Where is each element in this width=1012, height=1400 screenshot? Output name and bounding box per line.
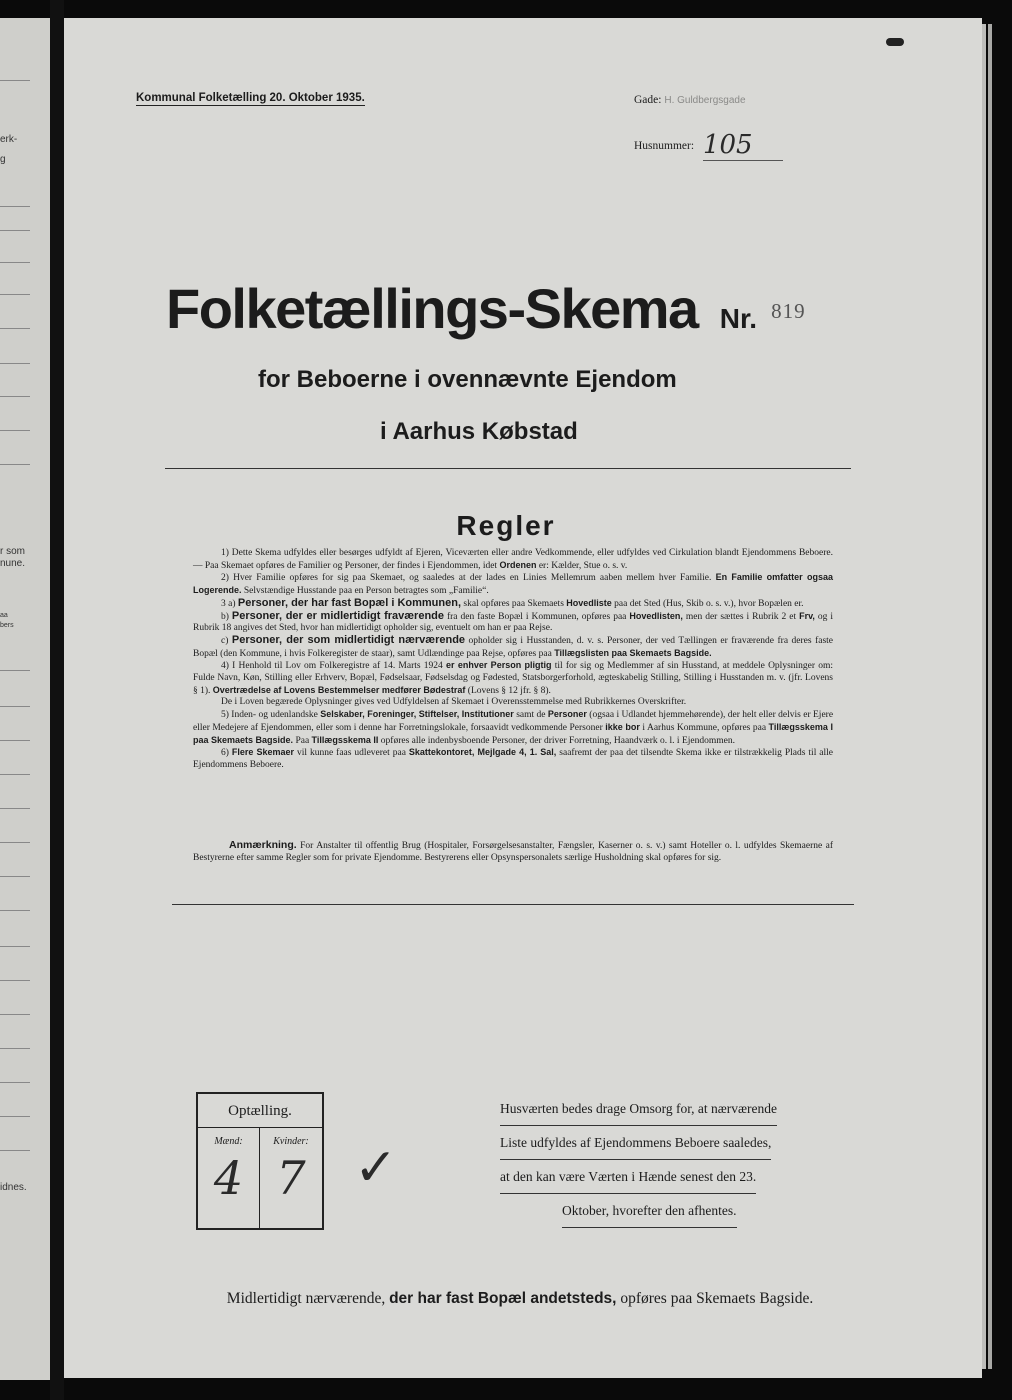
rule-6: 6) Flere Skemaer vil kunne faas udleveret paa Skattekontoret, Mejlgade 4, 1. Sal, saafremt der paa det tilsendte Skema ikke er tilstrækkelig Plads til alle Ejendommens Beboere. [193,747,834,770]
footer-note: Midlertidigt nærværende, der har fast Bopæl andetsteds, opføres paa Skemaets Bagside. [226,1290,814,1307]
rule-1: 1) Dette Skema udfyldes eller besørges udfyldt af Ejeren, Viceværten eller andre Vedkommende, eller udfyldes ved Cirkulation blandt Ejendommens Beboere. — Paa Skemaet opføres de Familier og Personer, der findes i Ejendommen, idet Ordenen er: Kælder, Stue o. s. v. [193,548,833,571]
prev-page-fragment: g [0,154,6,165]
check-mark: ✓ [354,1138,398,1198]
men-count: 4 [213,1151,244,1205]
house-number-row [634,126,783,160]
page-edge [982,24,986,1369]
rules-heading: Regler [456,510,556,541]
street-stamp: H. Guldbergsgade [664,95,746,106]
street-row [634,94,746,106]
notice-line: Liste udfyldes af Ejendommens Beboere saaledes, [500,1126,771,1160]
page-edge [988,24,992,1369]
divider [172,904,854,905]
remark-text: For Anstalter til offentlig Brug (Hospitaler, Forsørgelsesanstalter, Fængsler, Kaserner o. s. v.) samt Hoteller o. l. udfyldes Skemaerne af Bestyrerne efter samme Regler som for private Ejendomme. Bestyrerens eller Opsynspersonalets særlige Husholdning skal opføres for sig. [193,841,834,863]
prev-page-fragment: bers [0,622,14,629]
rule-3c: c) Personer, der som midlertidigt nærværende opholder sig i Husstanden, d. v. s. Personer, der ved Tællingen er fraværende fra deres faste Bopæl (den Kommune, i hvis Folkeregister de staar), samt Udlændinge paa Rejse, opføres paa Tillægslisten paa Skemaets Bagside. [193,633,834,659]
rules-text [193,548,833,772]
remark [193,840,833,864]
form-number-label: Nr. [719,303,758,334]
notice-line: Oktober, hvorefter den afhentes. [562,1194,737,1228]
rule-3a: 3 a) Personer, der har fast Bopæl i Kommunen, skal opføres paa Skemaets Hovedliste paa det Sted (Hus, Skib o. s. v.), hvor Bopælen er. [221,596,804,609]
rule-3b: b) Personer, der er midlertidigt fraværende fra den faste Bopæl i Kommunen, opføres paa Hovedlisten, men der sættes i Rubrik 2 et Frv, og i Rubrik 18 angives det Sted, hvor han midlertidigt opholder sig, eventuelt om han er paa Rejse. [193,609,834,634]
rule-4: 4) I Henhold til Lov om Folkeregistre af 14. Marts 1924 er enhver Person pligtig til for sig og Medlemmer af sin Husstand, at meddele Oplysninger om: Fulde Navn, Køn, Stilling eller Erhverv, Bopæl, Fødselsaar, Fødselsdag og Fødested, Statsborgerforhold, ægteskabelig Stilling, Stilling i Husstanden m. v. (jfr. Lovens § 1). Overtrædelse af Lovens Bestemmelser medfører Bødestraf (Lovens § 12 jfr. § 8). [193,660,834,696]
prev-page-fragment: nune. [0,558,26,569]
prev-page-fragment: idnes. [0,1182,27,1193]
women-label: Kvinder: [273,1136,309,1147]
subtitle-line-2: i Aarhus Købstad [380,418,578,445]
prev-page-fragment: aa [0,612,8,619]
notice-line: Husværten bedes drage Omsorg for, at nærværende [500,1092,777,1126]
street-label: Gade: [634,94,662,106]
rule-2: 2) Hver Familie opføres for sig paa Skemaet, og saaledes at der lades en Linies Mellemrum aaben mellem hver Familie. En Familie omfatter ogsaa Logerende. Selvstændige Husstande paa en Person betragtes som „Familie“. [193,572,834,597]
landlord-notice [500,1092,832,1228]
ink-spot [886,38,904,46]
book-gutter [50,0,64,1400]
women-column [260,1128,322,1228]
women-count: 7 [276,1151,306,1205]
previous-page-edge [0,18,50,1380]
notice-line: at den kan være Værten i Hænde senest den 23. [500,1160,756,1194]
form-number-stamp: 819 [771,299,806,323]
form-title-text: Folketællings-Skema [166,277,698,340]
subtitle-line-1: for Beboerne i ovennævnte Ejendom [258,366,677,393]
divider [165,468,851,469]
rule-5: 5) Inden- og udenlandske Selskaber, Foreninger, Stiftelser, Institutioner samt de Personer (ogsaa i Udlandet hjemmehørende), der helt eller delvis er Ejere eller Medejere af Ejendommen, eller som i denne har Forretningslokale, forsaavidt vedkommende Personer ikke bor i Aarhus Kommune, opføres paa Tillægsskema I paa Skemaets Bagside. Paa Tillægsskema II opføres alle indenbysboende Personer, der driver Forretning, Haandværk o. l. i Ejendommen. [193,709,834,746]
rule-4-note: De i Loven begærede Oplysninger gives ved Udfyldelsen af Skemaet i Overensstemmelse med Rubrikkernes Overskrifter. [221,697,687,708]
form-title [0,276,1012,341]
prev-page-fragment: erk- [0,134,18,145]
house-number-value: 105 [703,130,783,161]
count-box [196,1092,324,1230]
count-box-title: Optælling. [198,1094,322,1128]
house-number-label: Husnummer: [634,140,695,152]
men-column [198,1128,260,1228]
census-header: Kommunal Folketælling 20. Oktober 1935. [136,92,365,104]
men-label: Mænd: [214,1136,243,1147]
prev-page-fragment: r som [0,546,25,557]
remark-label: Anmærkning. [229,839,297,851]
